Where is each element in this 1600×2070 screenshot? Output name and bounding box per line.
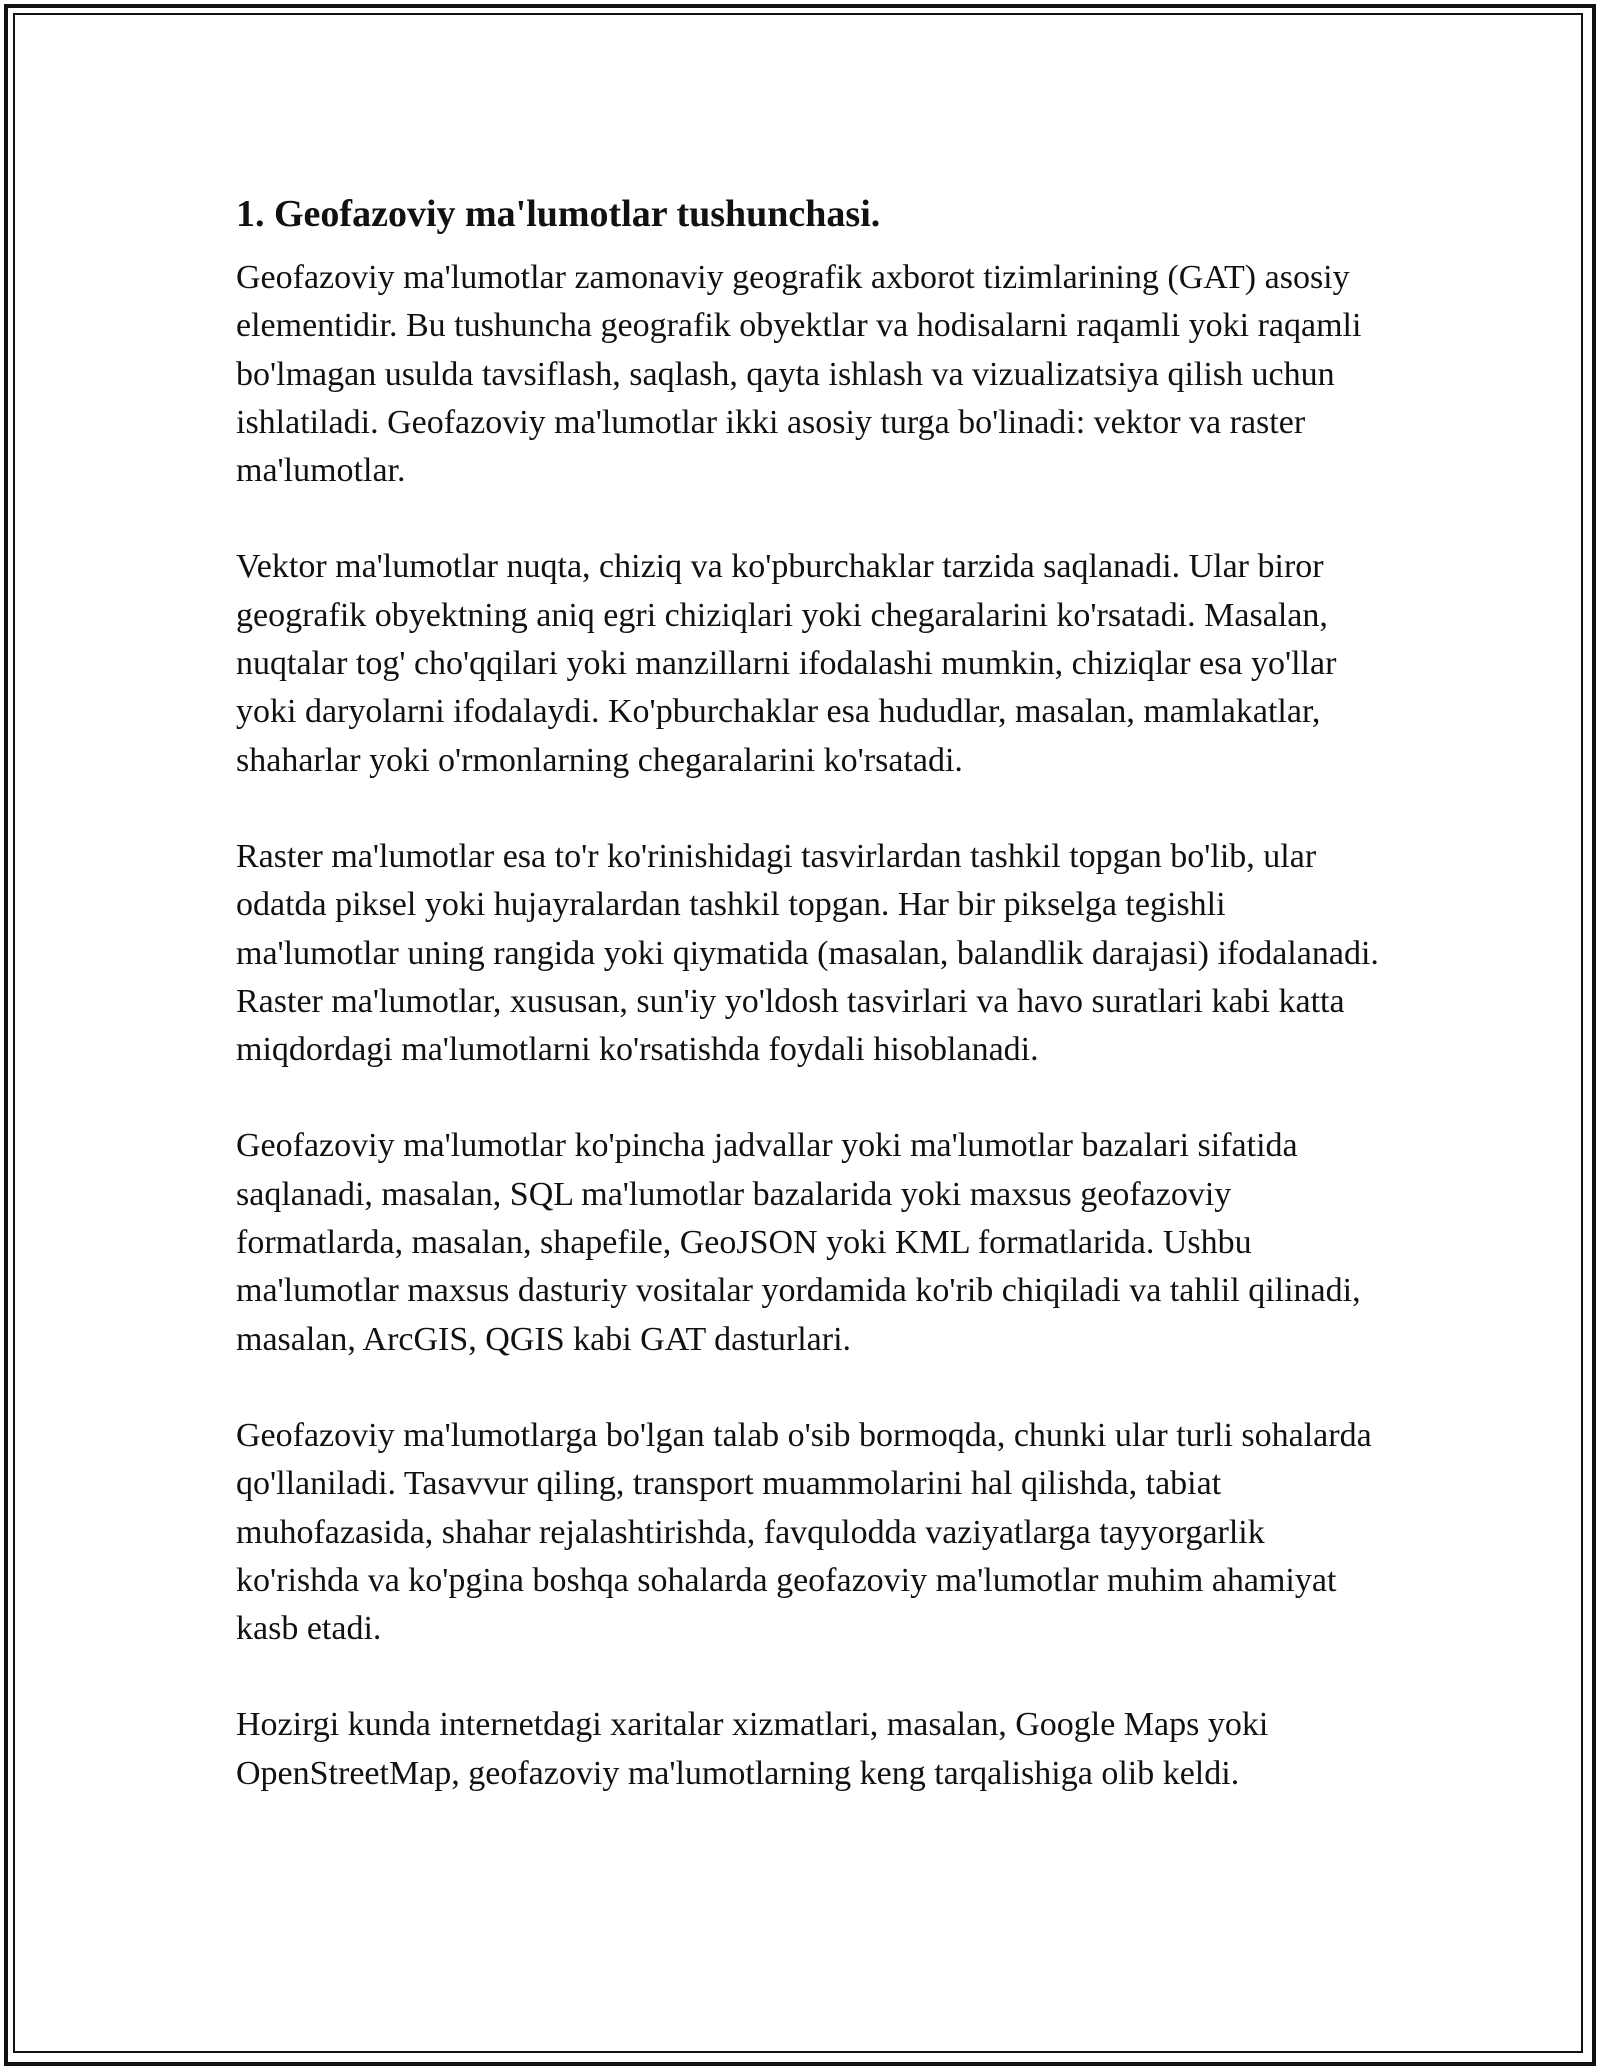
paragraph-vector-data: Vektor ma'lumotlar nuqta, chiziq va ko'pburchaklar tarzida saqlanadi. Ular biror geografik obyektning aniq egri chiziqlari yoki chegaralarini ko'rsatadi. Masalan, nuqtalar tog' cho'qqilari yoki manzillarni ifodalashi mumkin, chiziqlar esa yo'llar yoki daryolarni ifodalaydi. Ko'pburchaklar esa hududlar, masalan, mamlakatlar, shaharlar yoki o'rmonlarning chegaralarini ko'rsatadi. — [236, 548, 1337, 779]
paragraph-online-maps: Hozirgi kunda internetdagi xaritalar xizmatlari, masalan, Google Maps yoki OpenStreetMap, geofazoviy ma'lumotlarning keng tarqalishiga olib keldi. — [236, 1706, 1269, 1792]
paragraph-intro: Geofazoviy ma'lumotlar zamonaviy geografik axborot tizimlarining (GAT) asosiy elementidir. Bu tushuncha geografik obyektlar va hodisalarni raqamli yoki raqamli bo'lmagan usulda tavsiflash, saqlash, qayta ishlash va vizualizatsiya qilish uchun ishlatiladi. Geofazoviy ma'lumotlar ikki asosiy turga bo'linadi: vektor va raster ma'lumotlar. — [236, 259, 1362, 490]
section-title: 1. Geofazoviy ma'lumotlar tushunchasi. — [236, 193, 881, 235]
paragraph-applications: Geofazoviy ma'lumotlarga bo'lgan talab o'sib bormoqda, chunki ular turli sohalarda qo'llaniladi. Tasavvur qiling, transport muammolarini hal qilishda, tabiat muhofazasida, shahar rejalashtirishda, favqulodda vaziyatlarga tayyorgarlik ko'rishda va ko'pgina boshqa sohalarda geofazoviy ma'lumotlar muhim ahamiyat kasb etadi. — [236, 1416, 1372, 1648]
paragraph-storage-formats: Geofazoviy ma'lumotlar ko'pincha jadvallar yoki ma'lumotlar bazalari sifatida saqlanadi, masalan, SQL ma'lumotlar bazalarida yoki maxsus geofazoviy formatlarda, masalan, shapefile, GeoJSON yoki KML formatlarida. Ushbu ma'lumotlar maxsus dasturiy vositalar yordamida ko'rib chiqiladi va tahlil qilinadi, masalan, ArcGIS, QGIS kabi GAT dasturlari. — [236, 1127, 1361, 1358]
document-body — [236, 188, 1386, 1798]
paragraph-raster-data: Raster ma'lumotlar esa to'r ko'rinishidagi tasvirlardan tashkil topgan bo'lib, ular odatda piksel yoki hujayralardan tashkil topgan. Har bir pikselga tegishli ma'lumotlar uning rangida yoki qiymatida (masalan, balandlik darajasi) ifodalanadi. Raster ma'lumotlar, xususan, sun'iy yo'ldosh tasvirlari va havo suratlari kabi katta miqdordagi ma'lumotlarni ko'rsatishda foydali hisoblanadi. — [236, 837, 1379, 1069]
